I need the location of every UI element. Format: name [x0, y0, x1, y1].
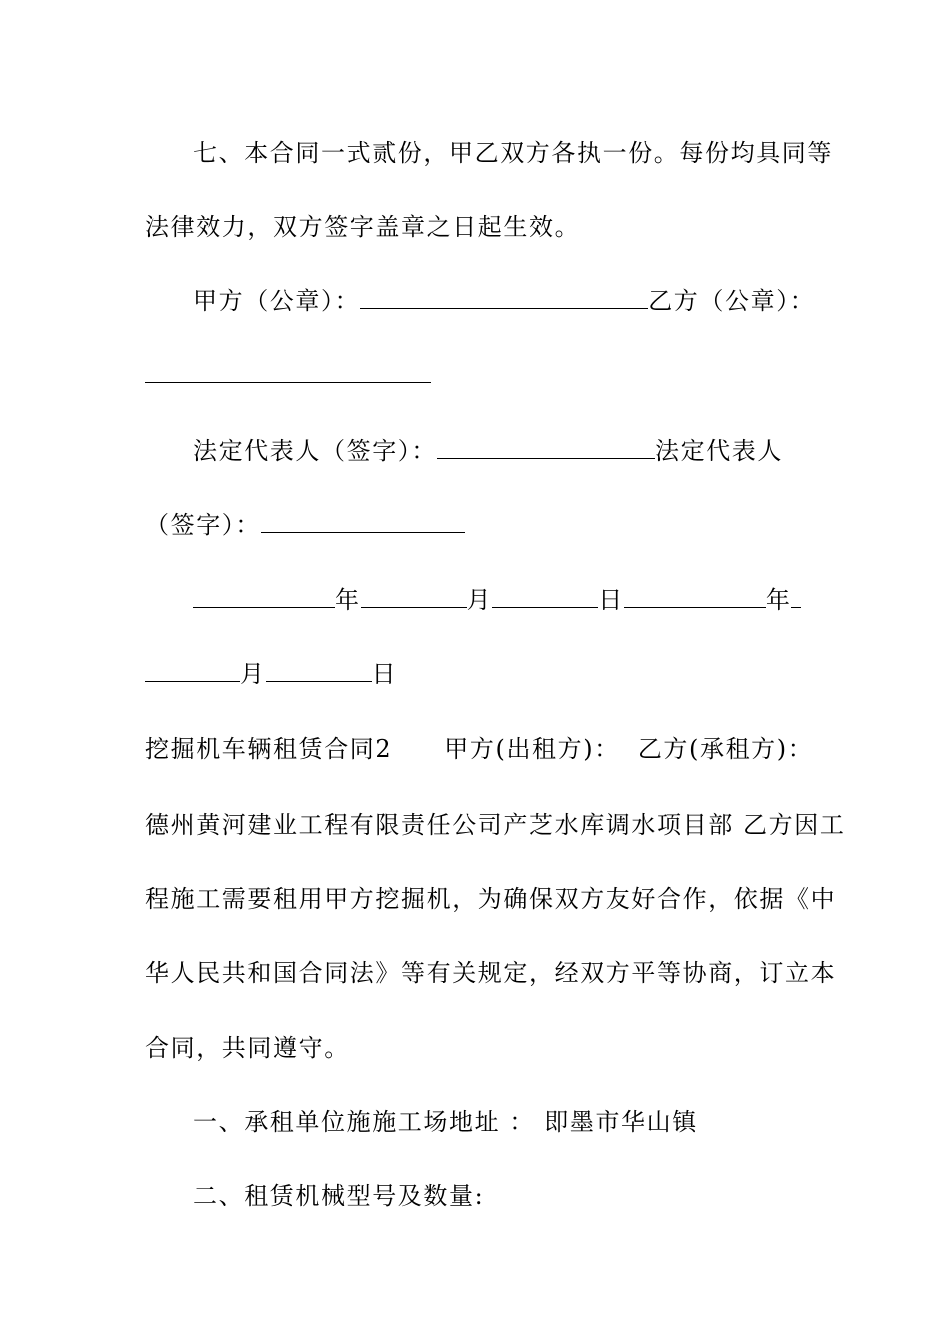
party-a-month-label: 月 — [466, 586, 493, 614]
party-b-seal-label: 乙方（公章）： — [648, 287, 816, 315]
party-b-year-label: 年 — [765, 586, 792, 614]
party-b-year-blank — [624, 585, 766, 608]
party-a-year-blank — [193, 585, 335, 608]
preamble-line-4: 合同，共同遵守。 — [145, 1034, 350, 1062]
representative-line-2 — [145, 510, 465, 540]
seal-line — [193, 286, 815, 316]
date-line — [193, 585, 801, 615]
party-a-seal-label: 甲方（公章）： — [193, 287, 361, 315]
party-b-day-blank — [266, 659, 372, 682]
preamble-line-2: 程施工需要租用甲方挖掘机，为确保双方友好合作，依据《中 — [145, 885, 837, 913]
party-a-day-blank — [492, 585, 598, 608]
party-b-month-label: 月 — [240, 660, 266, 688]
preamble-line-3: 华人民共和国合同法》等有关规定，经双方平等协商，订立本 — [145, 959, 837, 987]
date-line-2 — [145, 659, 397, 689]
party-a-year-label: 年 — [335, 586, 361, 614]
party-b-month-blank — [145, 659, 240, 682]
party-b-rep-blank — [261, 510, 465, 533]
clause-one: 一、承租单位施施工场地址 ： 即墨市华山镇 — [193, 1108, 698, 1136]
party-a-month-blank — [361, 585, 467, 608]
clause-seven-line-2: 法律效力，双方签字盖章之日起生效。 — [145, 213, 581, 241]
representative-line — [193, 436, 783, 466]
clause-seven-line-1: 七、本合同一式贰份，甲乙双方各执一份。每份均具同等 — [193, 139, 833, 167]
party-b-day-label: 日 — [371, 660, 398, 688]
clause-two: 二、租赁机械型号及数量: — [193, 1182, 485, 1210]
party-a-day-label: 日 — [598, 586, 624, 614]
contract-title: 挖掘机车辆租赁合同2 — [145, 735, 393, 763]
party-b-year-tail-blank — [791, 585, 801, 608]
party-a-seal-blank — [360, 286, 648, 309]
party-a-rep-blank — [437, 436, 655, 459]
party-b-rep-label: 法定代表人 — [655, 437, 783, 465]
party-b-seal-blank — [145, 360, 431, 383]
party-b-rep-label-2: （签字）： — [145, 511, 261, 539]
party-a-rep-label: 法定代表人（签字）： — [193, 437, 437, 465]
party-b-seal-blank-line — [145, 360, 431, 390]
preamble-line-1: 德州黄河建业工程有限责任公司产芝水库调水项目部 乙方因工 — [145, 811, 846, 839]
party-a-label: 甲方(出租方)： — [444, 735, 620, 763]
contract-title-line — [145, 734, 813, 764]
party-b-label: 乙方(承租方)： — [637, 735, 814, 763]
